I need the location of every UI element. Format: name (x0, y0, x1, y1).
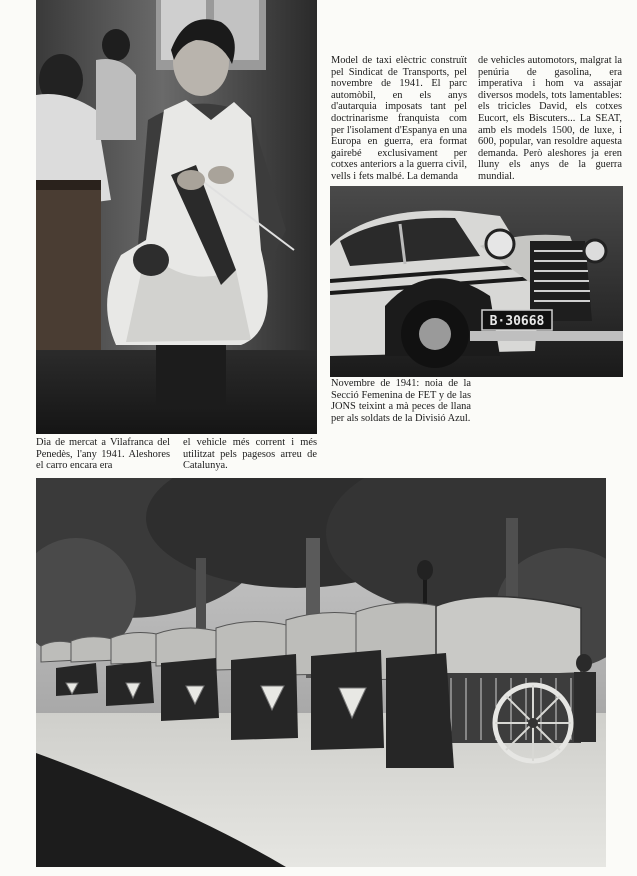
taxi-text-paragraph-2: de vehicles automotors, malgrat la penúria de gasolina, era imperativa i hom va assajar diversos models, tots lamentables: els tricicles David, els cotxes Eucort, els Biscuters... La SEAT, amb els models 1500, de luxe, i 600, popular, van resoldre aquesta demanda. Però aleshores ja eren lluny els anys de la guerra mundial. (478, 55, 622, 182)
taxi-text-column-2 (478, 55, 622, 183)
knitting-caption-text: Novembre de 1941: noia de la Secció Femenina de FET y de las JONS teixint a mà peces de llana per als soldats de la Divisió Azul. (331, 378, 471, 424)
knitting-caption (331, 378, 471, 424)
electric-taxi-image (330, 186, 623, 377)
market-caption-column-2 (183, 437, 317, 472)
market-caption-text-1: Dia de mercat a Vilafranca del Penedès, l'any 1941. Aleshores el carro encara era (36, 437, 170, 472)
taxi-text-column-1 (331, 55, 467, 183)
taxi-text-paragraph-1: Model de taxi elèctric construït pel Sindicat de Transports, pel novembre de 1941. El parc automòbil, en els anys d'autarquia imposats tant pel doctrinarisme franquista com per l'isolament d'Espanya en una Europa en guerra, era format gairebé exclusivament per cotxes anteriors a la guerra civil, vells i fets malbé. La demanda (331, 55, 467, 182)
market-caption-column-1 (36, 437, 170, 472)
taxi-license-plate: B·30668 (489, 314, 545, 329)
market-carts-photo (36, 478, 606, 867)
woman-knitting-photo (36, 0, 317, 434)
woman-knitting-image (36, 0, 317, 434)
market-caption-text-2: el vehicle més corrent i més utilitzat pels pagesos arreu de Catalunya. (183, 437, 317, 472)
electric-taxi-photo (330, 186, 623, 377)
market-carts-image (36, 478, 606, 867)
